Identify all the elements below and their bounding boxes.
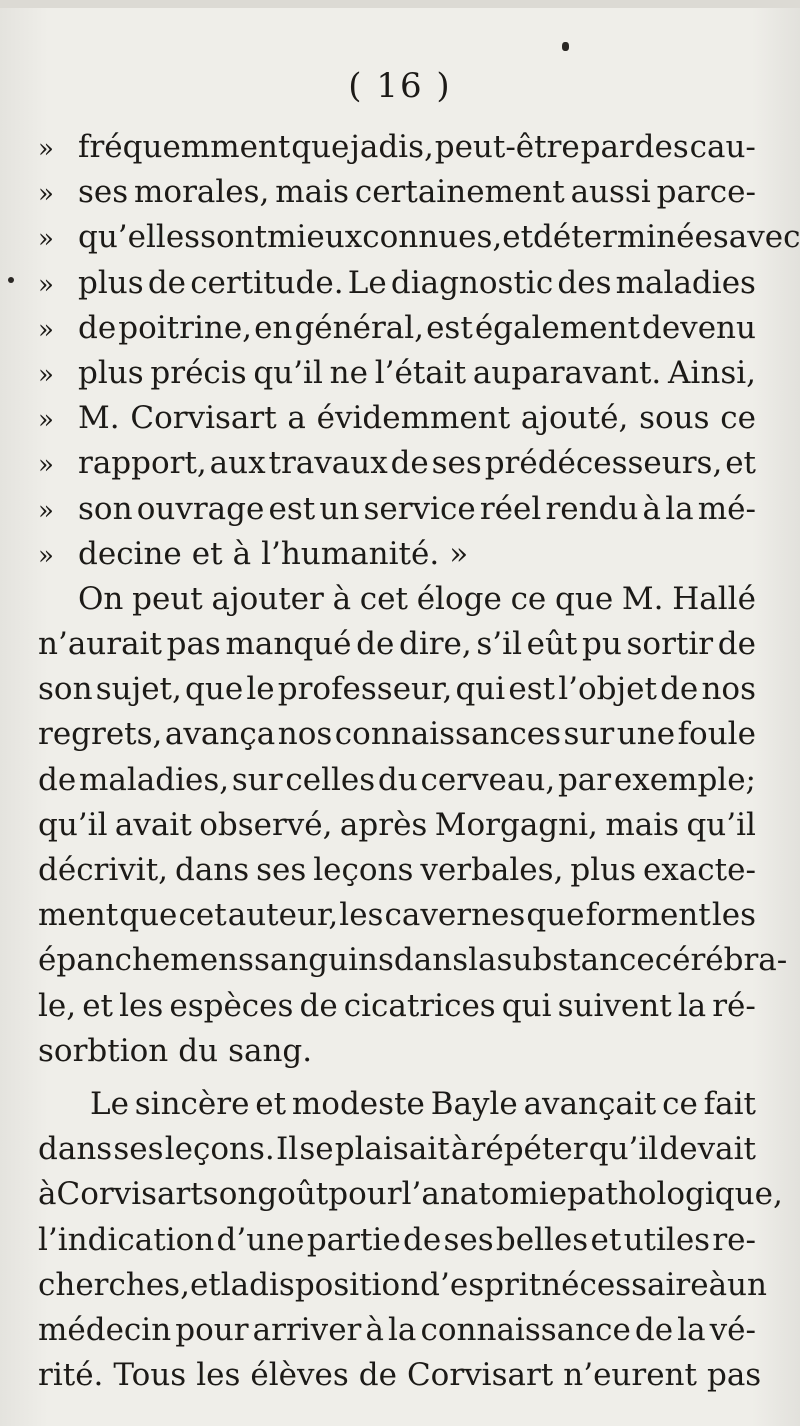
word: ce	[510, 580, 547, 617]
quote-mark: »	[38, 269, 54, 300]
word: les	[339, 897, 384, 934]
word: pathologique,	[567, 1176, 783, 1213]
line-text	[38, 1263, 767, 1308]
word: en	[254, 309, 293, 346]
word: général,	[294, 309, 425, 346]
word: rité.	[38, 1357, 104, 1394]
word: des	[634, 129, 689, 165]
page-top-edge	[0, 0, 800, 8]
ink-speck	[562, 42, 569, 51]
word: morales,	[134, 174, 270, 211]
word: épanchemens	[38, 942, 254, 979]
word: est	[508, 671, 556, 708]
text-line	[38, 487, 756, 532]
line-text	[78, 306, 756, 351]
word: connaissances	[334, 716, 562, 753]
line-text	[38, 1127, 756, 1172]
word: qu’elles	[78, 219, 201, 256]
word: Corvisart	[130, 400, 277, 437]
text-line	[38, 261, 756, 306]
word: déterminées	[533, 219, 729, 256]
text-line	[38, 667, 756, 712]
line-text	[78, 351, 756, 396]
paragraph-gap	[38, 1074, 756, 1082]
word: répéter	[470, 1131, 588, 1168]
page-text	[38, 125, 800, 1398]
word: l’humanité.	[261, 535, 440, 572]
word: avançait	[523, 1085, 657, 1122]
line-text	[38, 667, 756, 712]
text-line	[38, 1029, 756, 1074]
quote-mark: »	[38, 224, 54, 255]
line-text	[38, 622, 756, 667]
word: substance	[496, 942, 655, 979]
line-text	[38, 758, 756, 803]
word: cet	[359, 580, 408, 617]
text-line	[38, 1353, 762, 1398]
word: l’était	[374, 354, 467, 391]
word: à	[38, 1176, 57, 1213]
word: après	[339, 806, 428, 843]
word: de	[717, 626, 756, 663]
word: que	[555, 580, 614, 617]
word: cherches,	[38, 1266, 190, 1303]
word: cau-	[689, 129, 756, 165]
word: les	[711, 897, 756, 934]
word: à	[332, 580, 352, 617]
word: s’il	[476, 626, 522, 663]
word: parce-	[656, 174, 756, 211]
word: Hallé	[672, 580, 756, 617]
word: l’indication	[38, 1221, 215, 1258]
word: nos	[277, 716, 333, 753]
word: à	[365, 1311, 384, 1348]
text-line	[38, 441, 756, 486]
word: l’anatomie	[401, 1176, 568, 1213]
word: du	[178, 1032, 219, 1069]
line-text	[38, 938, 787, 983]
word: dans	[393, 942, 469, 979]
word: avait	[114, 806, 192, 843]
word: auparavant.	[472, 354, 662, 391]
word: Corvisart	[56, 1176, 203, 1213]
word: la	[677, 1311, 706, 1348]
word: service	[363, 490, 476, 527]
word: ne	[329, 354, 368, 391]
line-text	[78, 396, 756, 441]
word: cérébra-	[654, 942, 788, 979]
word: maladies	[615, 264, 756, 301]
word: prédécesseurs,	[484, 445, 723, 482]
word: est	[268, 490, 316, 527]
word: a	[287, 400, 306, 437]
line-text	[78, 261, 756, 306]
word: et	[82, 987, 114, 1024]
word: qu’il	[588, 1131, 659, 1168]
word: connaissance	[420, 1311, 631, 1348]
word: sur	[563, 716, 615, 753]
line-text	[38, 1353, 761, 1398]
word: pour	[175, 1311, 249, 1348]
word: les	[196, 1357, 241, 1394]
word: Il	[275, 1131, 299, 1168]
word: eût	[526, 626, 578, 663]
word: partie	[306, 1221, 401, 1258]
text-line	[38, 758, 756, 803]
word: qu’il	[686, 806, 756, 843]
quote-mark: »	[38, 540, 54, 571]
line-text	[38, 1308, 756, 1353]
word: médecin	[38, 1311, 172, 1348]
text-line	[38, 532, 756, 577]
line-text	[78, 487, 756, 532]
word: manqué	[225, 626, 352, 663]
word: diagnostic	[390, 264, 554, 301]
word: sanguins	[253, 942, 394, 979]
word: pu	[582, 626, 622, 663]
word: avec	[728, 219, 800, 256]
word: cet	[178, 897, 227, 934]
word: peut-être	[434, 129, 580, 165]
word: maladies,	[78, 761, 230, 798]
word: mais	[605, 806, 680, 843]
word: ses	[78, 174, 129, 211]
word: de	[78, 309, 117, 346]
word: également	[474, 309, 640, 346]
word: rendu	[545, 490, 639, 527]
word: l’objet	[558, 671, 657, 708]
word: par	[557, 761, 612, 798]
word: sont	[200, 219, 268, 256]
quote-mark: »	[38, 359, 54, 390]
word: ses	[113, 1131, 164, 1168]
word: n’aurait	[38, 626, 162, 663]
word: la	[468, 942, 497, 979]
word: ses	[431, 445, 482, 482]
word: précis	[150, 354, 247, 391]
word: par	[580, 129, 634, 165]
word: et	[255, 1085, 287, 1122]
word: dans	[174, 852, 250, 888]
word: ouvrage	[136, 490, 265, 527]
word: ce	[662, 1085, 698, 1122]
word: à	[642, 490, 662, 527]
word: de	[390, 445, 429, 482]
word: sous	[639, 400, 710, 437]
word: la	[220, 1266, 250, 1303]
word: foule	[677, 716, 756, 753]
word: une	[616, 716, 676, 753]
word: que	[185, 671, 244, 708]
line-text	[78, 170, 756, 215]
word: un	[319, 490, 360, 527]
word: de	[299, 987, 338, 1024]
word: fait	[703, 1085, 756, 1122]
word: et	[725, 445, 756, 482]
word: certainement	[354, 174, 565, 211]
text-line	[38, 396, 756, 441]
text-line	[38, 1308, 756, 1353]
word: peut	[132, 580, 203, 617]
text-line	[38, 622, 756, 667]
word: un	[727, 1266, 767, 1303]
word: sur	[231, 761, 283, 798]
word: que	[119, 897, 178, 934]
word: de	[356, 626, 395, 663]
text-line	[38, 1263, 767, 1308]
word: celles	[285, 761, 376, 798]
word: jadis,	[350, 129, 434, 165]
word: cavernes	[384, 897, 526, 934]
quote-mark: »	[38, 405, 54, 436]
word: suivent	[557, 987, 672, 1024]
word: de	[634, 1311, 674, 1348]
word: fréquemment	[78, 129, 291, 165]
quote-mark: »	[38, 450, 54, 481]
word: mieux	[267, 219, 363, 256]
word: décrivit,	[38, 852, 169, 888]
word: les	[119, 987, 164, 1024]
word: la	[677, 987, 707, 1024]
word: d’une	[216, 1221, 305, 1258]
word: que	[291, 129, 350, 165]
quote-mark: »	[38, 179, 54, 210]
word: goût	[257, 1176, 329, 1213]
word: On	[78, 580, 124, 617]
word: devait	[659, 1131, 756, 1168]
word: se	[299, 1131, 334, 1168]
word: qui	[455, 671, 506, 708]
word: de	[147, 264, 187, 301]
word: »	[449, 535, 469, 572]
word: nécessaire	[541, 1266, 709, 1303]
text-line	[38, 215, 800, 260]
word: la	[388, 1311, 417, 1348]
line-text	[78, 577, 756, 622]
word: decine	[78, 535, 182, 572]
word: devenu	[641, 309, 756, 346]
word: Ainsi,	[668, 354, 756, 391]
word: ment	[38, 897, 119, 934]
word: sang.	[228, 1032, 313, 1069]
line-text	[38, 712, 756, 757]
text-line	[38, 1218, 756, 1263]
word: à	[450, 1131, 470, 1168]
word: son	[78, 490, 133, 527]
word: Tous	[113, 1357, 187, 1394]
word: aux	[209, 445, 266, 482]
word: certitude.	[190, 264, 344, 301]
word: d’esprit	[420, 1266, 542, 1303]
word: verbales,	[420, 852, 564, 888]
word: Bayle	[430, 1085, 518, 1122]
word: plus	[78, 264, 144, 301]
word: sincère	[134, 1085, 250, 1122]
word: évidemment	[316, 400, 511, 437]
word: de	[358, 1357, 397, 1394]
line-text	[38, 848, 756, 893]
word: que	[526, 897, 585, 934]
word: M.	[78, 400, 120, 437]
text-line	[38, 984, 756, 1029]
line-text	[78, 441, 756, 486]
word: Le	[347, 264, 387, 301]
line-text	[38, 1218, 756, 1263]
line-text	[38, 1029, 756, 1074]
word: du	[377, 761, 418, 798]
word: n’eurent	[563, 1357, 697, 1394]
word: vé-	[709, 1311, 756, 1348]
text-line	[38, 1082, 756, 1127]
line-text	[78, 532, 756, 577]
word: et	[502, 219, 534, 256]
text-line	[38, 848, 756, 893]
word: ce	[720, 400, 756, 437]
word: observé,	[199, 806, 333, 843]
text-line	[38, 125, 756, 170]
word: espèces	[169, 987, 294, 1024]
word: utiles	[623, 1221, 711, 1258]
word: de	[402, 1221, 442, 1258]
word: leçons.	[164, 1131, 275, 1168]
word: exemple;	[613, 761, 756, 798]
word: leçons	[313, 852, 414, 888]
word: avança	[164, 716, 276, 753]
word: connues,	[362, 219, 503, 256]
text-line	[38, 938, 788, 983]
word: la	[665, 490, 694, 527]
word: nos	[701, 671, 756, 708]
word: M.	[621, 580, 664, 617]
word: de	[38, 761, 77, 798]
word: rapport,	[78, 445, 207, 482]
line-text	[90, 1082, 756, 1127]
word: sorbtion	[38, 1032, 169, 1069]
line-text	[38, 803, 756, 848]
word: aussi	[570, 174, 651, 211]
word: est	[426, 309, 473, 346]
line-text	[38, 893, 756, 938]
word: Le	[90, 1085, 129, 1122]
word: ajouter	[211, 580, 324, 617]
line-text	[38, 1172, 783, 1217]
word: le,	[38, 987, 77, 1024]
word: Morgagni,	[434, 806, 598, 843]
word: son	[202, 1176, 258, 1213]
word: exacte-	[642, 852, 756, 888]
word: sujet,	[95, 671, 182, 708]
text-line	[38, 170, 756, 215]
word: disposition	[249, 1266, 421, 1303]
word: qu’il	[253, 354, 323, 391]
word: arriver	[252, 1311, 362, 1348]
word: à	[708, 1266, 728, 1303]
text-line	[38, 893, 756, 938]
word: modeste	[291, 1085, 425, 1122]
word: Corvisart	[406, 1357, 554, 1394]
line-text	[78, 215, 800, 260]
text-line	[38, 1172, 783, 1217]
word: forment	[585, 897, 711, 934]
word: qu’il	[38, 806, 108, 843]
quote-mark: »	[38, 134, 54, 164]
word: pas	[166, 626, 221, 663]
word: mé-	[697, 490, 756, 527]
word: poitrine,	[118, 309, 253, 346]
word: élèves	[250, 1357, 349, 1394]
word: travaux	[268, 445, 388, 482]
word: le	[246, 671, 275, 708]
quote-mark: »	[38, 495, 54, 526]
word: plaisait	[334, 1131, 450, 1168]
quote-mark: »	[38, 314, 54, 345]
word: plus	[78, 354, 144, 391]
word: pas	[706, 1357, 762, 1394]
word: plus	[570, 852, 637, 888]
page-number: ( 16 )	[348, 66, 452, 106]
word: réel	[479, 490, 542, 527]
word: dire,	[398, 626, 472, 663]
word: qui	[501, 987, 552, 1024]
word: et	[189, 1266, 221, 1303]
word: regrets,	[38, 716, 163, 753]
word: cerveau,	[420, 761, 556, 798]
line-text	[78, 125, 756, 170]
word: belles	[495, 1221, 589, 1258]
word: à	[232, 535, 252, 572]
word: de	[660, 671, 699, 708]
word: pour	[328, 1176, 402, 1213]
word: ré-	[712, 987, 756, 1024]
word: ses	[256, 852, 307, 888]
word: son	[38, 671, 93, 708]
word: re-	[712, 1221, 756, 1258]
text-line	[38, 803, 756, 848]
word: éloge	[416, 580, 502, 617]
word: et	[590, 1221, 622, 1258]
word: des	[557, 264, 612, 301]
word: ses	[443, 1221, 494, 1258]
text-line	[38, 306, 756, 351]
word: sortir	[626, 626, 714, 663]
word: cicatrices	[343, 987, 496, 1024]
word: ajouté,	[520, 400, 629, 437]
word: auteur,	[227, 897, 339, 934]
text-line	[38, 1127, 756, 1172]
text-line	[38, 577, 756, 622]
word: mais	[275, 174, 349, 211]
text-line	[38, 351, 756, 396]
text-line	[38, 712, 756, 757]
word: professeur,	[277, 671, 453, 708]
margin-mark	[8, 277, 14, 283]
line-text	[38, 984, 756, 1029]
word: et	[191, 535, 223, 572]
word: dans	[38, 1131, 113, 1168]
